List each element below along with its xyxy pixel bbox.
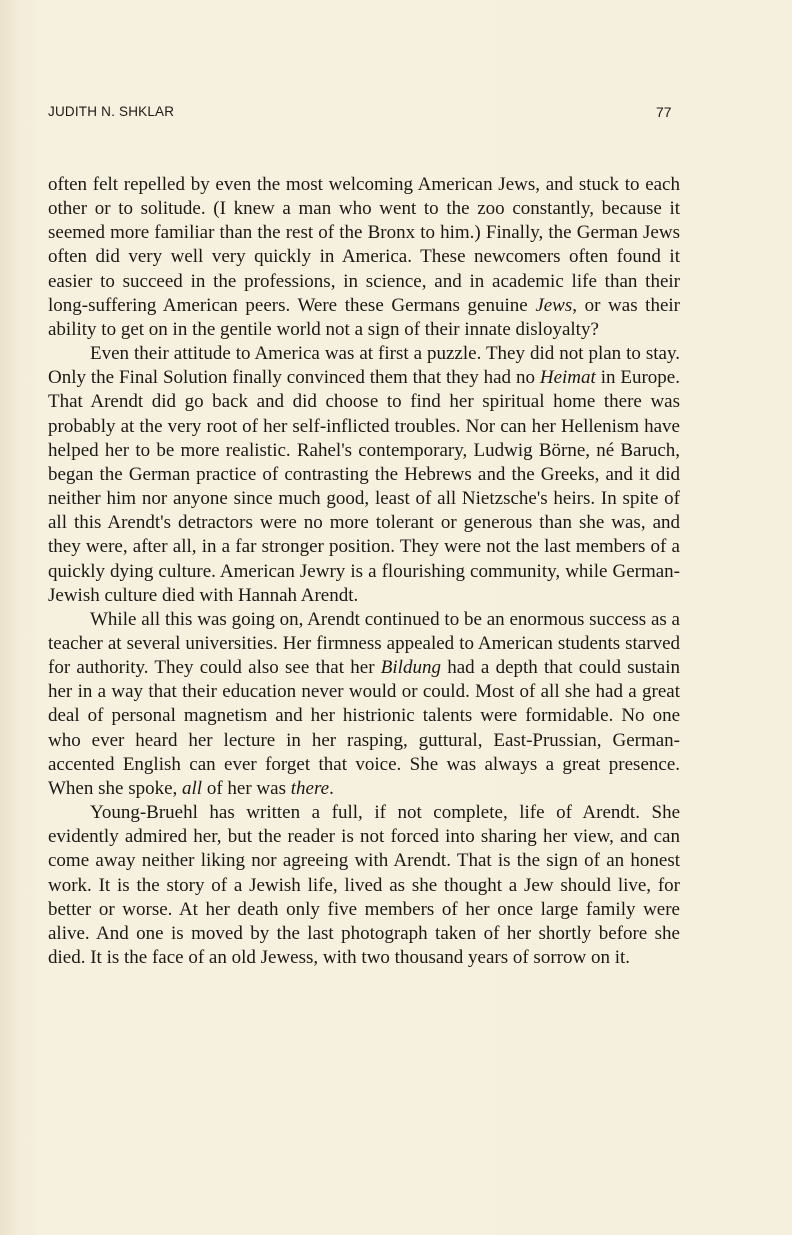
text-run: , or was their ability to get on in the gentile world not a sign of their innate disloyalty? bbox=[48, 294, 681, 340]
page-number: 77 bbox=[656, 104, 672, 120]
text-run: in Europe. That Arendt did go back and did choose to find her spiritual home there was probably at the very root of her self-inflicted troubles. Nor can her Hellenism have helped her to be more realistic. Rahel's contemporary, Ludwig Börne, né Baruch, began the German practice of contrasting the Hebrews and the Greeks, and it did neither him nor anyone since much good, least of all Nietzsche's heirs. In spite of all this Arendt's detractors were no more tolerant or generous than she was, and they were, after all, in a far stronger position. They were not the last members of a quickly dying culture. American Jewry is a flourishing community, while German-Jewish culture died with Hannah Arendt. bbox=[48, 367, 680, 606]
text-run: of her was bbox=[202, 777, 291, 799]
text-run: While all this was going on, Arendt continued to be an enormous success as a teacher at several universities. Her firmness appealed to American students starved for authority. They could also see that her bbox=[48, 608, 680, 679]
italic-term: all bbox=[182, 777, 203, 799]
paragraph-4 bbox=[48, 801, 680, 970]
italic-term: there bbox=[290, 777, 330, 799]
paragraph-2 bbox=[48, 342, 680, 608]
italic-term: Heimat bbox=[539, 367, 596, 389]
text-run: Even their attitude to America was at first a puzzle. They did not plan to stay. Only the Final Solution finally convinced them that they had no bbox=[48, 343, 680, 389]
running-head: JUDITH N. SHKLAR bbox=[48, 104, 175, 119]
body-text bbox=[48, 173, 680, 970]
text-run: often felt repelled by even the most welcoming American Jews, and stuck to each other or to solitude. (I knew a man who went to the zoo constantly, because it seemed more familiar than the rest of the Bronx to him.) Finally, the German Jews often did very well very quickly in America. These newcomers often found it easier to succeed in the professions, in science, and in academic life than their long-suffering American peers. Were these Germans genuine bbox=[48, 174, 680, 316]
paragraph-3 bbox=[48, 608, 680, 801]
italic-term: Bildung bbox=[380, 657, 441, 679]
italic-term: Jews bbox=[535, 294, 573, 316]
text-run: . bbox=[329, 777, 334, 799]
text-run: Young-Bruehl has written a full, if not complete, life of Arendt. She evidently admired her, but the reader is not forced into sharing her view, and can come away neither liking nor agreeing with Arendt. That is the sign of an honest work. It is the story of a Jewish life, lived as she thought a Jew should live, for better or worse. At her death only five members of her once large family were alive. And one is moved by the last photograph taken of her shortly before she died. It is the face of an old Jewess, with two thousand years of sorrow on it. bbox=[48, 802, 680, 968]
paragraph-1 bbox=[48, 173, 680, 342]
text-run: had a depth that could sustain her in a way that their education never would or could. Most of all she had a great deal of personal magnetism and her histrionic talents were formidable. No one who ever heard her lecture in her rasping, guttural, East-Prussian, German-accented English can ever forget that voice. She was always a great presence. When she spoke, bbox=[48, 657, 680, 799]
